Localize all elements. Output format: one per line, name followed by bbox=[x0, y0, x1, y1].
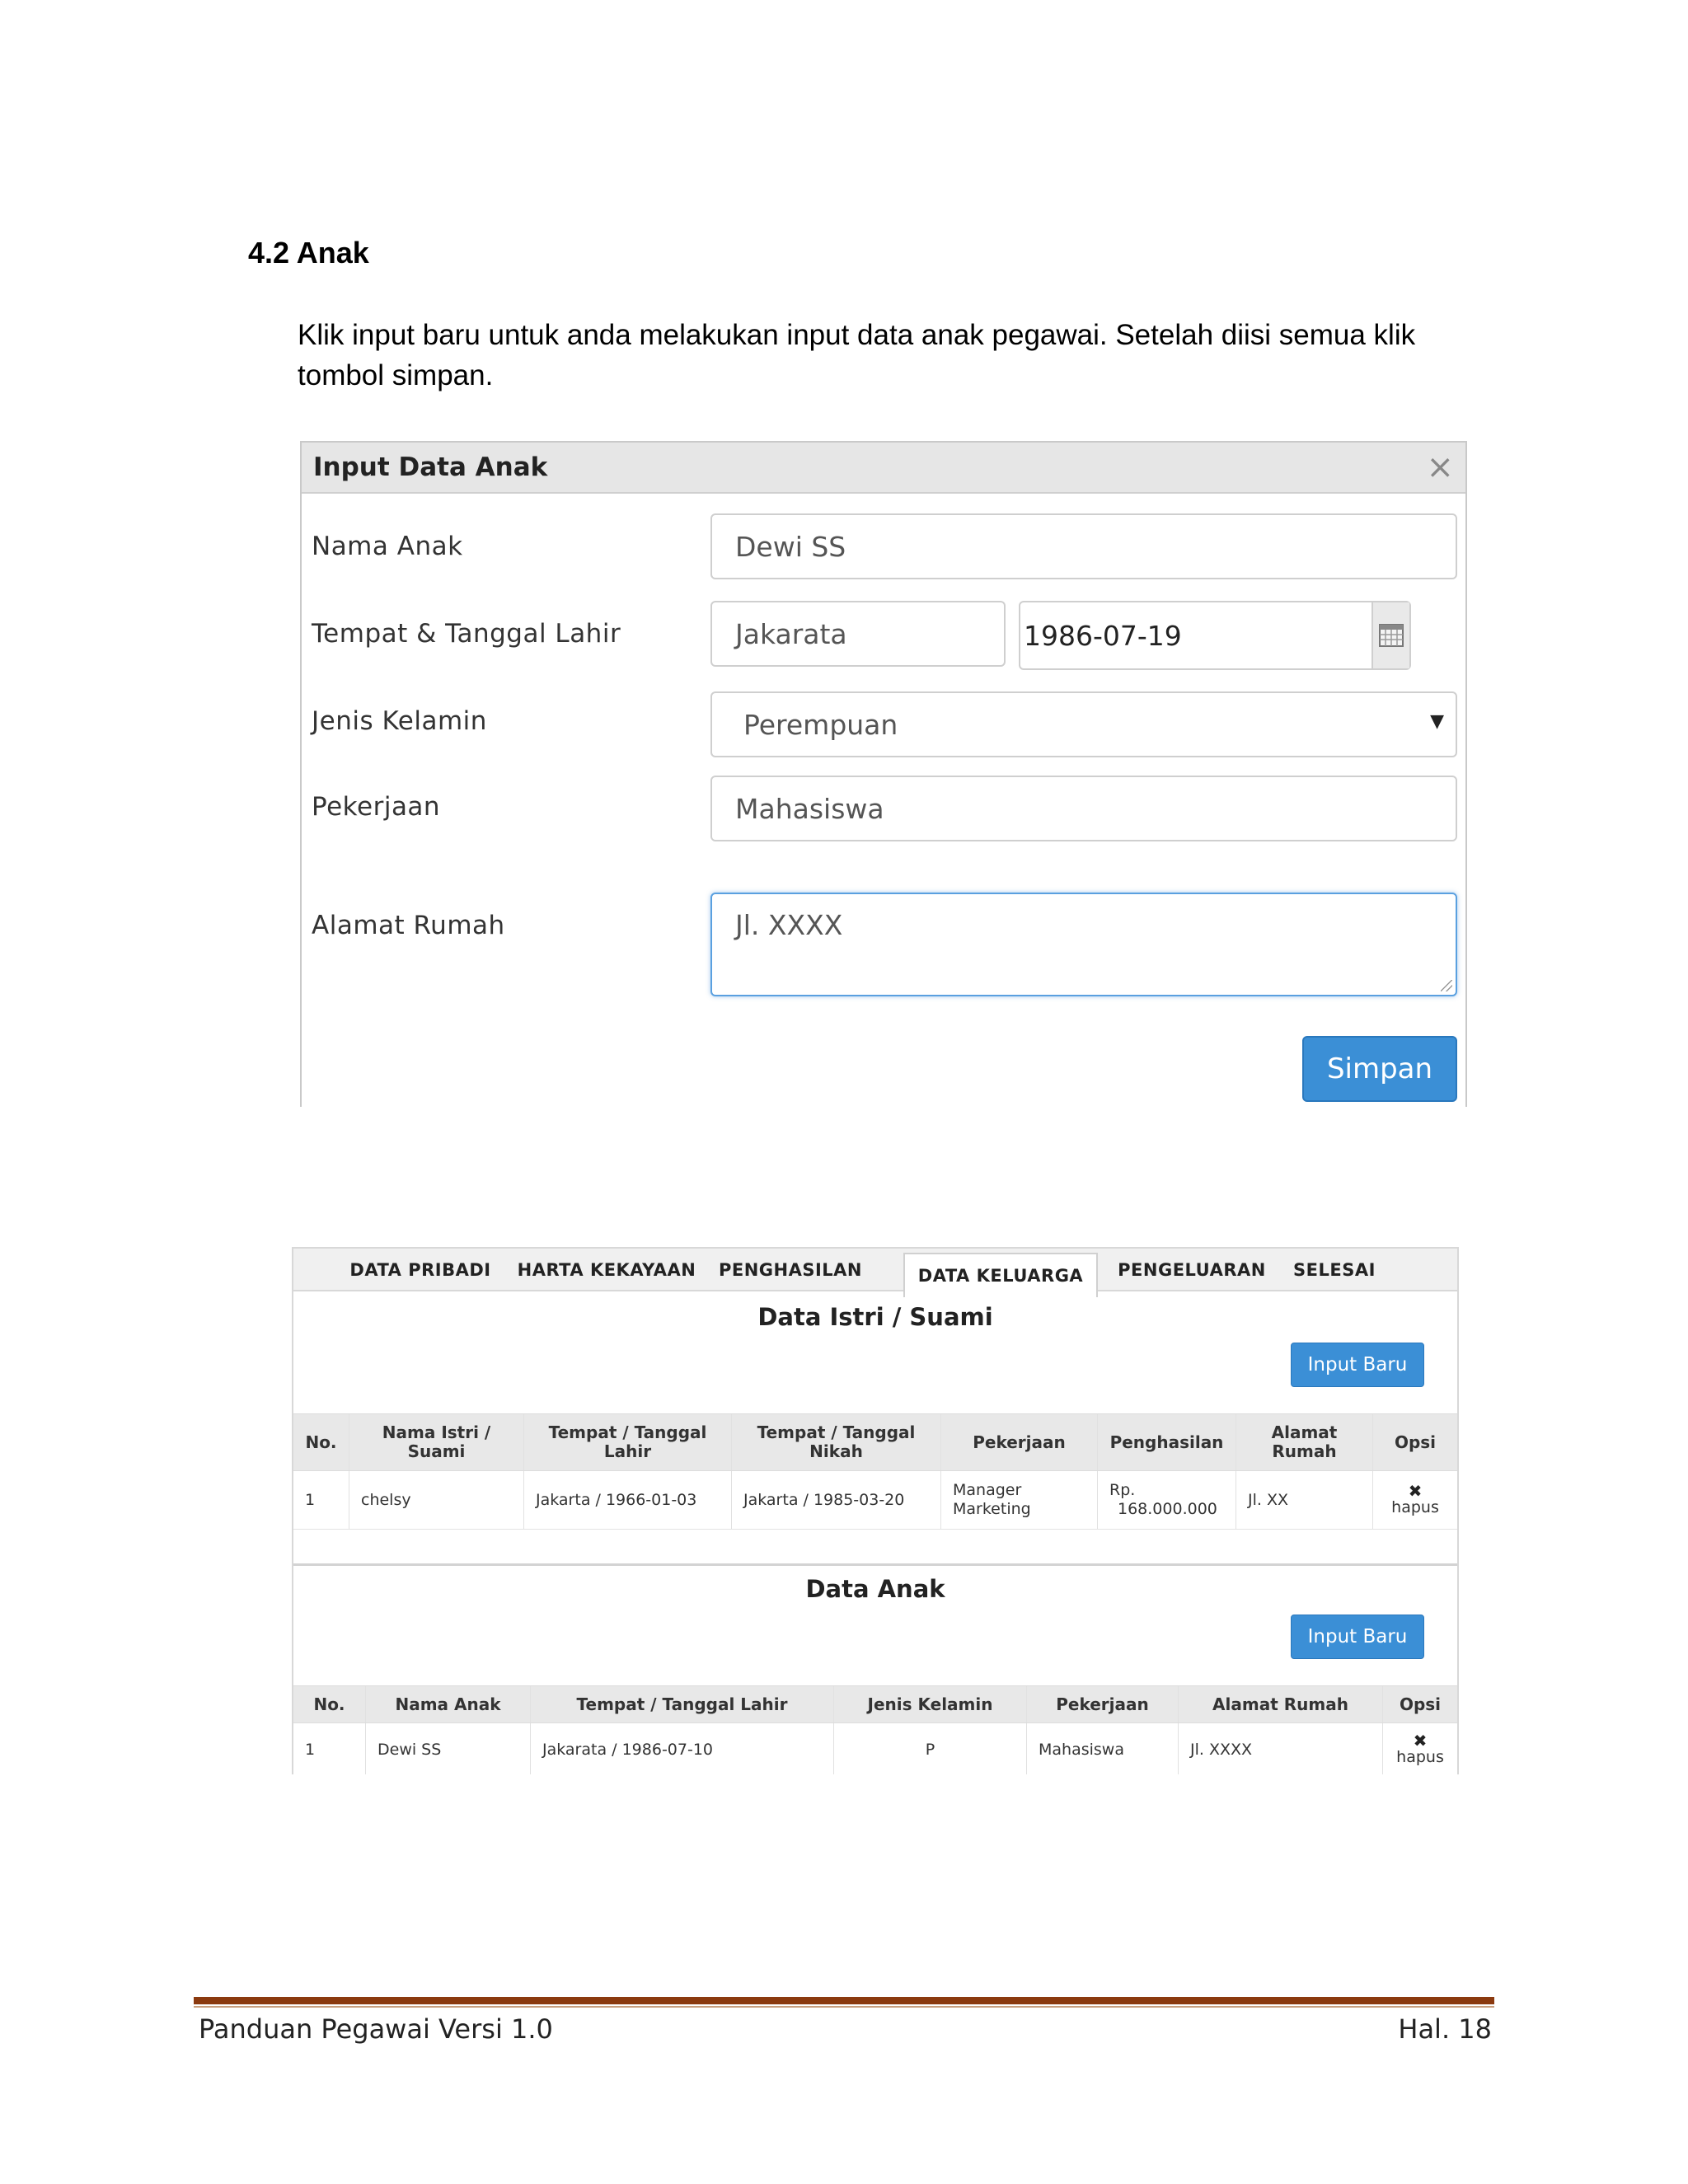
col-no: No. bbox=[293, 1414, 349, 1470]
hapus-label: hapus bbox=[1396, 1747, 1444, 1766]
tab-bar bbox=[293, 1249, 1457, 1291]
section-heading: 4.2 Anak bbox=[248, 236, 369, 269]
chevron-down-icon: ▼ bbox=[1430, 711, 1444, 732]
col-opsi: Opsi bbox=[1399, 1694, 1442, 1714]
penghasilan-amount: 168.000.000 bbox=[1118, 1500, 1217, 1518]
alamat-rumah-value: Jl. XXXX bbox=[735, 909, 843, 941]
footer-title: Panduan Pegawai Versi 1.0 bbox=[199, 2013, 553, 2045]
cell-no: 1 bbox=[293, 1723, 366, 1774]
cell-tempat-tanggal-lahir: Jakarta / 1966-01-03 bbox=[524, 1471, 732, 1529]
cell-tempat-tanggal-nikah: Jakarta / 1985-03-20 bbox=[732, 1471, 941, 1529]
cell-penghasilan bbox=[1098, 1471, 1236, 1529]
data-keluarga-panel bbox=[292, 1247, 1459, 1774]
cell-pekerjaan: Mahasiswa bbox=[1027, 1723, 1179, 1774]
modal-header bbox=[302, 443, 1465, 494]
istri-suami-table bbox=[293, 1413, 1457, 1530]
col-opsi: Opsi bbox=[1394, 1432, 1437, 1452]
tanggal-lahir-value: 1986-07-19 bbox=[1024, 619, 1182, 652]
cell-pekerjaan: Manager Marketing bbox=[941, 1471, 1098, 1529]
table-row bbox=[293, 1471, 1457, 1530]
simpan-button[interactable]: Simpan bbox=[1302, 1036, 1457, 1102]
col-nama: Nama Istri / Suami bbox=[349, 1414, 524, 1470]
col-penghasilan: Penghasilan bbox=[1098, 1414, 1236, 1470]
cell-no: 1 bbox=[293, 1471, 349, 1529]
col-jenis-kelamin: Jenis Kelamin bbox=[834, 1686, 1027, 1722]
col-pekerjaan: Pekerjaan bbox=[1027, 1686, 1179, 1722]
table-row bbox=[293, 1723, 1457, 1774]
input-baru-anak-button[interactable]: Input Baru bbox=[1291, 1615, 1424, 1659]
col-tempat-tanggal-lahir: Tempat / Tanggal Lahir bbox=[531, 1686, 834, 1722]
cell-nama: chelsy bbox=[349, 1471, 524, 1529]
tempat-lahir-input[interactable]: Jakarata bbox=[710, 601, 1006, 667]
cell-alamat: Jl. XXXX bbox=[1179, 1723, 1383, 1774]
table-header bbox=[293, 1413, 1457, 1471]
modal-title: Input Data Anak bbox=[313, 452, 548, 482]
istri-suami-title: Data Istri / Suami bbox=[757, 1303, 993, 1331]
col-tempat-tanggal-lahir: Tempat / Tanggal Lahir bbox=[524, 1414, 732, 1470]
hapus-istri-button[interactable] bbox=[1373, 1471, 1457, 1529]
close-icon[interactable]: × bbox=[1426, 448, 1454, 486]
tab-harta-kekayaan[interactable]: HARTA KEKAYAAN bbox=[517, 1260, 696, 1280]
footer-rule bbox=[194, 1997, 1494, 2004]
jenis-kelamin-value: Perempuan bbox=[743, 708, 898, 741]
tanggal-lahir-input[interactable] bbox=[1019, 601, 1411, 670]
col-tempat-tanggal-nikah: Tempat / Tanggal Nikah bbox=[732, 1414, 941, 1470]
tab-selesai[interactable]: SELESAI bbox=[1293, 1260, 1376, 1280]
hapus-anak-button[interactable] bbox=[1383, 1723, 1457, 1774]
hapus-label: hapus bbox=[1391, 1497, 1439, 1516]
pekerjaan-input[interactable]: Mahasiswa bbox=[710, 776, 1457, 841]
section-divider bbox=[293, 1563, 1457, 1566]
label-pekerjaan: Pekerjaan bbox=[312, 792, 441, 822]
data-anak-table bbox=[293, 1685, 1457, 1774]
intro-paragraph: Klik input baru untuk anda melakukan input data anak pegawai. Setelah diisi semua klik tombol simpan. bbox=[298, 319, 1416, 391]
label-alamat-rumah: Alamat Rumah bbox=[312, 911, 505, 940]
data-anak-title: Data Anak bbox=[805, 1575, 945, 1603]
label-tempat-tanggal-lahir: Tempat & Tanggal Lahir bbox=[312, 619, 621, 649]
col-alamat-rumah: Alamat Rumah bbox=[1179, 1686, 1383, 1722]
col-nama-anak: Nama Anak bbox=[366, 1686, 531, 1722]
col-pekerjaan: Pekerjaan bbox=[941, 1414, 1098, 1470]
close-icon: ✖ bbox=[1408, 1480, 1423, 1501]
tab-penghasilan[interactable]: PENGHASILAN bbox=[718, 1260, 863, 1280]
tab-data-pribadi[interactable]: DATA PRIBADI bbox=[349, 1260, 491, 1280]
alamat-rumah-textarea[interactable] bbox=[710, 893, 1457, 996]
penghasilan-currency: Rp. bbox=[1109, 1481, 1136, 1499]
tab-pengeluaran[interactable]: PENGELUARAN bbox=[1118, 1260, 1266, 1280]
col-alamat-rumah: Alamat Rumah bbox=[1236, 1414, 1373, 1470]
footer-rule-thin bbox=[194, 2006, 1494, 2008]
cell-nama-anak: Dewi SS bbox=[366, 1723, 531, 1774]
cell-alamat: Jl. XX bbox=[1236, 1471, 1373, 1529]
tab-data-keluarga[interactable]: DATA KELUARGA bbox=[903, 1253, 1098, 1297]
resize-grip-icon[interactable] bbox=[1441, 980, 1452, 991]
col-no: No. bbox=[293, 1686, 366, 1722]
cell-tempat-tanggal-lahir: Jakarata / 1986-07-10 bbox=[531, 1723, 834, 1774]
close-icon: ✖ bbox=[1413, 1730, 1428, 1750]
table-header bbox=[293, 1685, 1457, 1723]
label-jenis-kelamin: Jenis Kelamin bbox=[312, 706, 487, 736]
label-nama-anak: Nama Anak bbox=[312, 532, 463, 561]
calendar-icon[interactable] bbox=[1372, 602, 1409, 668]
jenis-kelamin-select[interactable] bbox=[710, 691, 1457, 757]
page-number: Hal. 18 bbox=[1398, 2013, 1492, 2045]
input-baru-istri-button[interactable]: Input Baru bbox=[1291, 1343, 1424, 1387]
cell-jenis-kelamin: P bbox=[834, 1723, 1027, 1774]
input-data-anak-modal bbox=[300, 441, 1467, 1107]
nama-anak-input[interactable]: Dewi SS bbox=[710, 513, 1457, 579]
